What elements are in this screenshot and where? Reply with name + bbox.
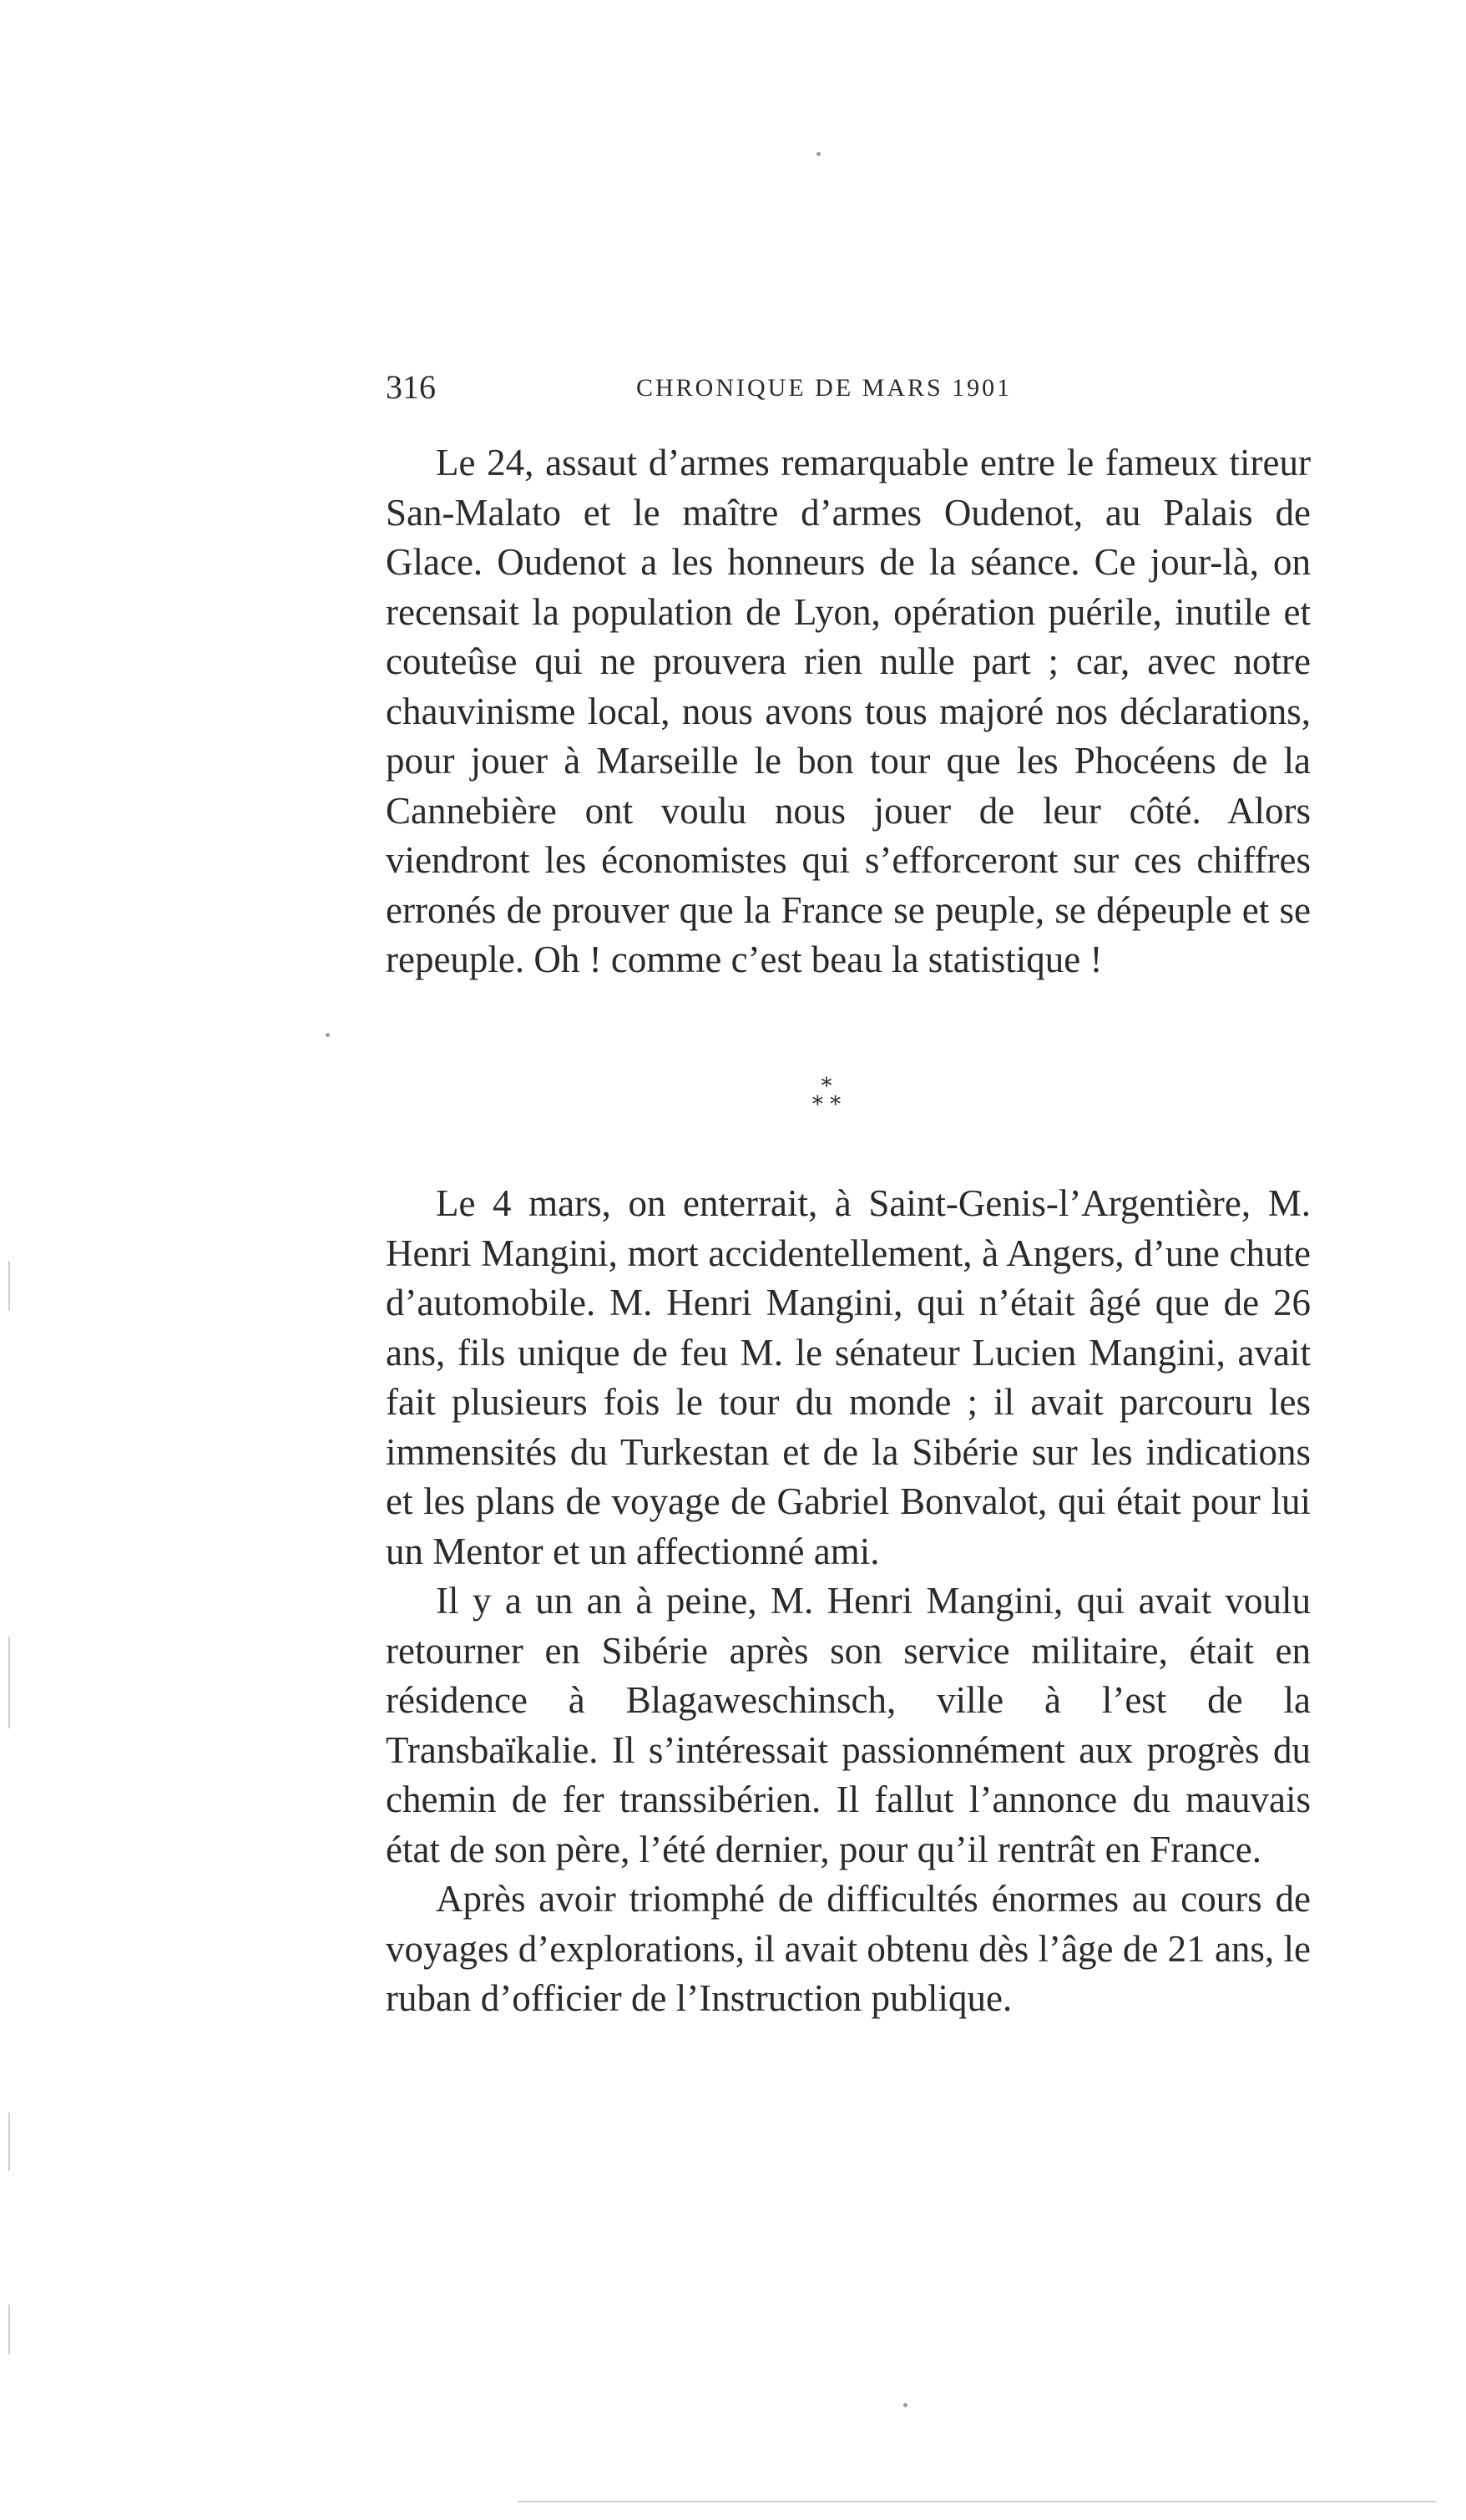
scan-margin-mark bbox=[8, 2113, 10, 2171]
running-head: CHRONIQUE DE MARS 1901 bbox=[636, 374, 1013, 402]
text-block-second bbox=[386, 1179, 1311, 2024]
scan-speck bbox=[816, 152, 821, 156]
paragraph: Le 24, assaut d’armes remarquable entre le fameux tireur San-Malato et le maître d’armes Oudenot, au Palais de Glace. Oudenot a les honneurs de la séance. Ce jour-là, on recensait la population de Lyon, opération puérile, inutile et couteûse qui ne prouvera rien nulle part ; car, avec notre chauvinisme local, nous avons tous majoré nos déclarations, pour jouer à Marseille le bon tour que les Phocéens de la Cannebière ont voulu nous jouer de leur côté. Alors viendront les économistes qui s’efforceront sur ces chiffres erronés de prouver que la France se peuple, se dépeuple et se repeuple. Oh ! comme c’est beau la statistique ! bbox=[386, 442, 1311, 980]
scan-margin-mark bbox=[8, 1261, 10, 1311]
separator-bottom-asterisks: * * bbox=[811, 1092, 842, 1117]
paragraph: Il y a un an à peine, M. Henri Mangini, qui avait voulu retourner en Sibérie après son service militaire, était en résidence à Blagaweschinsch, ville à l’est de la Transbaïkalie. Il s’intéressait passionnément aux progrès du chemin de fer transsibérien. Il fallut l’annonce du mauvais état de son père, l’été dernier, pour qu’il rentrât en France. bbox=[386, 1580, 1311, 1870]
paragraph: Après avoir triomphé de difficultés énormes au cours de voyages d’explorations, il avait obtenu dès l’âge de 21 ans, le ruban d’officier de l’Instruction publique. bbox=[386, 1878, 1311, 2019]
separator-top-asterisk: * bbox=[821, 1074, 832, 1099]
text-block-first bbox=[386, 438, 1311, 985]
scan-margin-mark bbox=[8, 1637, 10, 1728]
page-number: 316 bbox=[386, 368, 436, 406]
scan-margin-mark bbox=[8, 2305, 10, 2355]
scan-bottom-line bbox=[518, 2501, 1436, 2502]
scan-speck bbox=[903, 2403, 907, 2407]
paragraph: Le 4 mars, on enterrait, à Saint-Genis-l’Argentière, M. Henri Mangini, mort accidentellement, à Angers, d’une chute d’automobile. M. Henri Mangini, qui n’était âgé que de 26 ans, fils unique de feu M. le sénateur Lucien Mangini, avait fait plusieurs fois le tour du monde ; il avait parcouru les immensités du Turkestan et de la Sibérie sur les indications et les plans de voyage de Gabriel Bonvalot, qui était pour lui un Mentor et un affectionné ami. bbox=[386, 1182, 1311, 1572]
scan-speck bbox=[326, 1033, 330, 1037]
section-separator bbox=[801, 1074, 852, 1127]
page-header bbox=[386, 367, 1054, 417]
